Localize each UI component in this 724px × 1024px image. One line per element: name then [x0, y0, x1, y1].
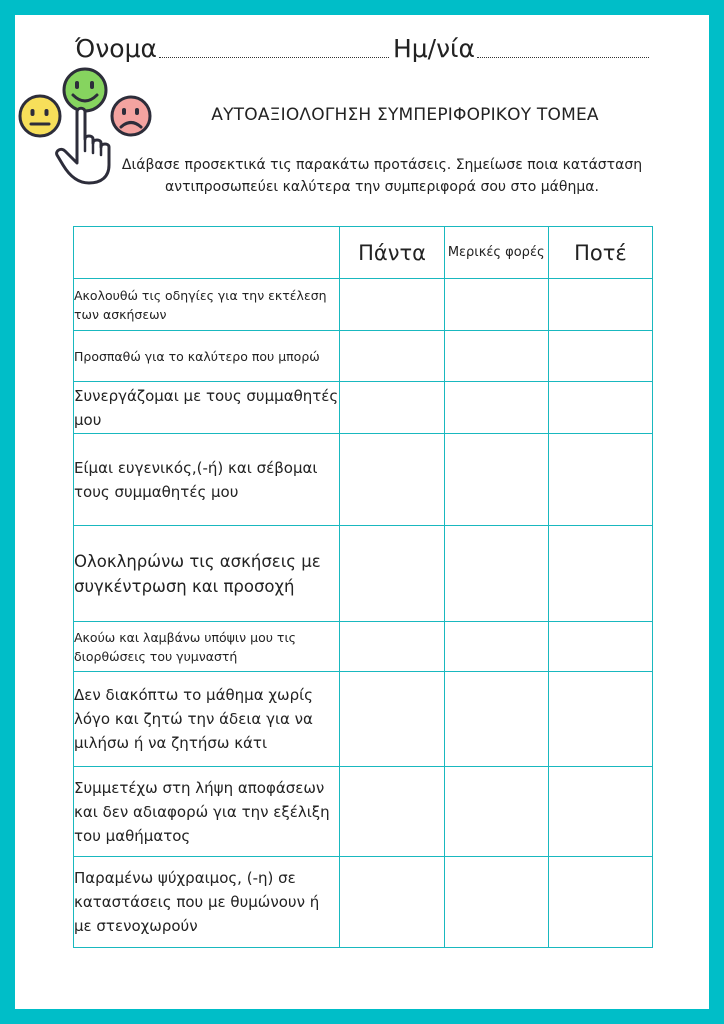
always-checkbox-cell[interactable] [340, 434, 444, 526]
pointing-hand-icon [57, 108, 109, 183]
never-checkbox-cell[interactable] [548, 857, 652, 948]
table-row [74, 672, 653, 767]
never-checkbox-cell[interactable] [548, 622, 652, 672]
sometimes-checkbox-cell[interactable] [444, 767, 548, 857]
statement-cell: Ακολουθώ τις οδηγίες για την εκτέλεση των ασκήσεων [74, 279, 340, 331]
statement-cell: Παραμένω ψύχραιμος, (-η) σε καταστάσεις που με θυμώνουν ή με στενοχωρούν [74, 857, 340, 948]
name-field[interactable] [159, 52, 389, 58]
sometimes-checkbox-cell[interactable] [444, 622, 548, 672]
sometimes-checkbox-cell[interactable] [444, 331, 548, 382]
statement-cell: Δεν διακόπτω το μάθημα χωρίς λόγο και ζητώ την άδεια για να μιλήσω ή να ζητήσω κάτι [74, 672, 340, 767]
statement-cell: Ολοκληρώνω τις ασκήσεις με συγκέντρωση και προσοχή [74, 526, 340, 622]
sometimes-checkbox-cell[interactable] [444, 382, 548, 434]
never-checkbox-cell[interactable] [548, 434, 652, 526]
statement-cell: Προσπαθώ για το καλύτερο που μπορώ [74, 331, 340, 382]
always-checkbox-cell[interactable] [340, 331, 444, 382]
never-checkbox-cell[interactable] [548, 767, 652, 857]
table-row [74, 382, 653, 434]
self-assessment-table [73, 226, 653, 948]
statement-cell: Συνεργάζομαι με τους συμμαθητές μου [74, 382, 340, 434]
table-row [74, 434, 653, 526]
neutral-face-icon [20, 96, 60, 136]
name-date-line [75, 30, 685, 64]
column-header-never: Ποτέ [548, 227, 652, 279]
statement-cell: Συμμετέχω στη λήψη αποφάσεων και δεν αδιαφορώ για την εξέλιξη του μαθήματος [74, 767, 340, 857]
table-row [74, 279, 653, 331]
sometimes-checkbox-cell[interactable] [444, 857, 548, 948]
header-blank-cell [74, 227, 340, 279]
always-checkbox-cell[interactable] [340, 857, 444, 948]
never-checkbox-cell[interactable] [548, 382, 652, 434]
never-checkbox-cell[interactable] [548, 279, 652, 331]
table-row [74, 767, 653, 857]
never-checkbox-cell[interactable] [548, 526, 652, 622]
sad-face-icon [112, 97, 150, 135]
header-row [74, 227, 653, 279]
table-row [74, 331, 653, 382]
never-checkbox-cell[interactable] [548, 672, 652, 767]
always-checkbox-cell[interactable] [340, 767, 444, 857]
table-row [74, 857, 653, 948]
sometimes-checkbox-cell[interactable] [444, 279, 548, 331]
always-checkbox-cell[interactable] [340, 622, 444, 672]
statement-cell: Είμαι ευγενικός,(-ή) και σέβομαι τους συμμαθητές μου [74, 434, 340, 526]
table-row [74, 622, 653, 672]
statement-cell: Ακούω και λαμβάνω υπόψιν μου τις διορθώσεις του γυμναστή [74, 622, 340, 672]
table-row [74, 526, 653, 622]
date-label: Ημ/νία [392, 34, 475, 63]
sometimes-checkbox-cell[interactable] [444, 526, 548, 622]
sometimes-checkbox-cell[interactable] [444, 434, 548, 526]
always-checkbox-cell[interactable] [340, 672, 444, 767]
happy-face-icon [64, 69, 106, 111]
name-label: Όνομα [75, 34, 157, 63]
sometimes-checkbox-cell[interactable] [444, 672, 548, 767]
never-checkbox-cell[interactable] [548, 331, 652, 382]
column-header-sometimes: Μερικές φορές [444, 227, 548, 279]
always-checkbox-cell[interactable] [340, 382, 444, 434]
date-field[interactable] [477, 52, 649, 58]
instructions-text: Διάβασε προσεκτικά τις παρακάτω προτάσεις. Σημείωσε ποια κατάσταση αντιπροσωπεύει καλύτερα την συμπεριφορά σου στο μάθημα. [121, 157, 643, 195]
column-header-always: Πάντα [340, 227, 444, 279]
always-checkbox-cell[interactable] [340, 279, 444, 331]
page-title: ΑΥΤΟΑΞΙΟΛΟΓΗΣΗ ΣΥΜΠΕΡΙΦΟΡΙΚΟΥ ΤΟΜΕΑ [211, 105, 599, 125]
always-checkbox-cell[interactable] [340, 526, 444, 622]
